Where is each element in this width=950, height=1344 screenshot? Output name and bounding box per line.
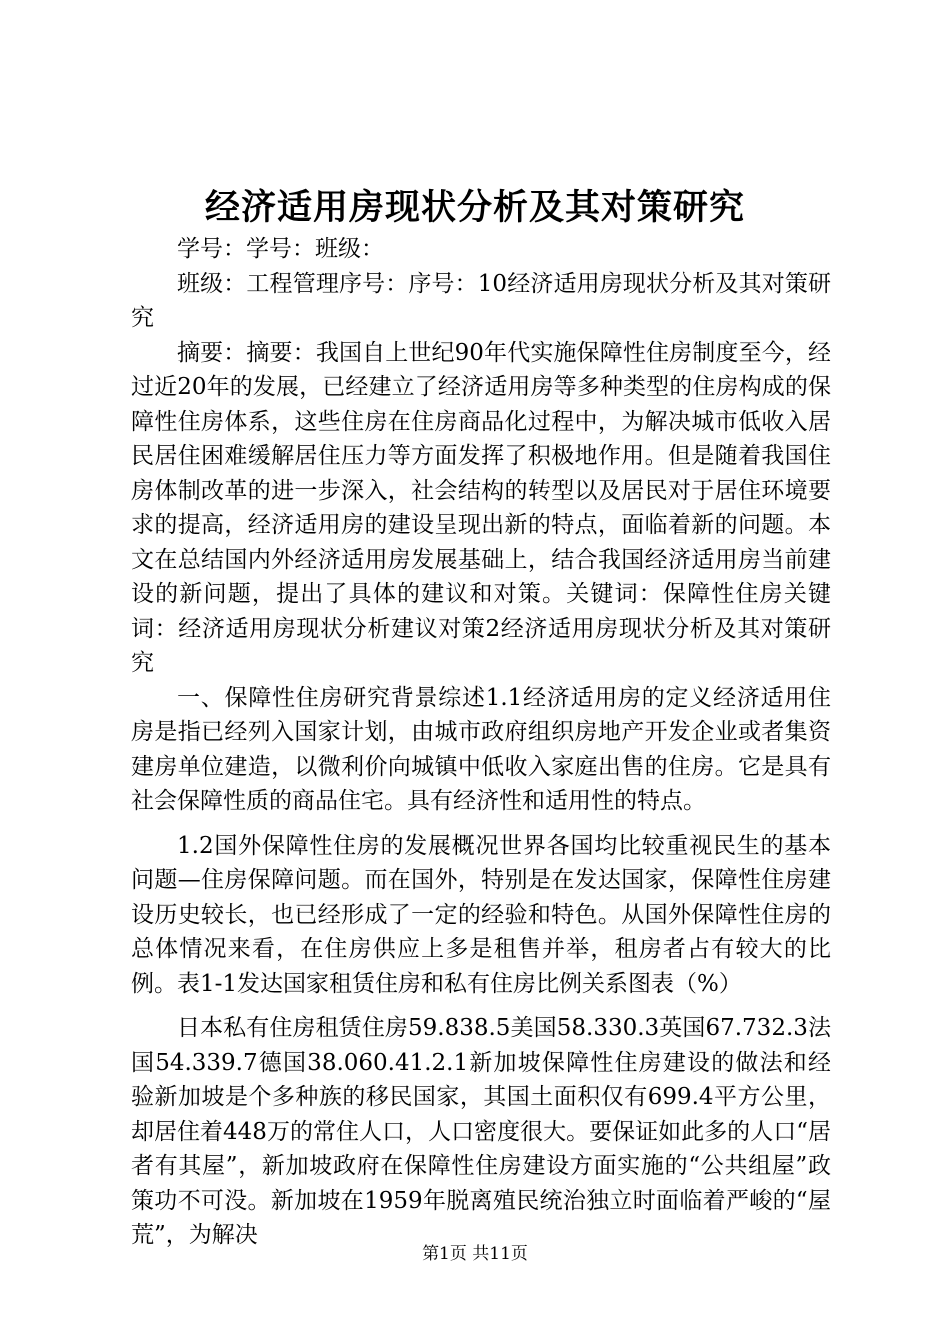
section-1-2-paragraph: 1.2国外保障性住房的发展概况世界各国均比较重视民生的基本问题—住房保障问题。而在国外，特别是在发达国家，保障性住房建设历史较长，也已经形成了一定的经验和特色。从国外保障性住房的总体情况来看，在住房供应上多是租售并举，租房者占有较大的比例。表1-1发达国家租赁住房和私有住房比例关系图表（%） xyxy=(131,832,831,997)
page-number-footer: 第1页 共11页 xyxy=(422,1244,528,1264)
document-body xyxy=(131,232,831,1253)
document-title: 经济适用房现状分析及其对策研究 xyxy=(204,187,745,228)
class-info-line: 班级：工程管理序号：序号：10经济适用房现状分析及其对策研究 xyxy=(131,270,831,331)
student-number-line: 学号：学号：班级： xyxy=(177,236,384,262)
table-data-paragraph: 日本私有住房租赁住房59.838.5美国58.330.3英国67.732.3法国54.339.7德国38.060.41.2.1新加坡保障性住房建设的做法和经验新加坡是个多种族的移民国家，其国土面积仅有699.4平方公里，却居住着448万的常住人口，人口密度很大。要保证如此多的人口“居者有其屋”，新加坡政府在保障性住房建设方面实施的“公共组屋”政策功不可没。新加坡在1959年脱离殖民统治独立时面临着严峻的“屋荒”，为解决 xyxy=(131,1015,831,1248)
section-1-paragraph: 一、保障性住房研究背景综述1.1经济适用房的定义经济适用住房是指已经列入国家计划，由城市政府组织房地产开发企业或者集资建房单位建造，以微利价向城镇中低收入家庭出售的住房。它是具有社会保障性质的商品住宅。具有经济性和适用性的特点。 xyxy=(131,684,831,814)
abstract-paragraph: 摘要：摘要：我国自上世纪90年代实施保障性住房制度至今，经过近20年的发展，已经建立了经济适用房等多种类型的住房构成的保障性住房体系，这些住房在住房商品化过程中，为解决城市低收入居民居住困难缓解居住压力等方面发挥了积极地作用。但是随着我国住房体制改革的进一步深入，社会结构的转型以及居民对于居住环境要求的提高，经济适用房的建设呈现出新的特点，面临着新的问题。本文在总结国内外经济适用房发展基础上，结合我国经济适用房当前建设的新问题，提出了具体的建议和对策。关键词：保障性住房关键词：经济适用房现状分析建议对策2经济适用房现状分析及其对策研究 xyxy=(131,339,831,676)
